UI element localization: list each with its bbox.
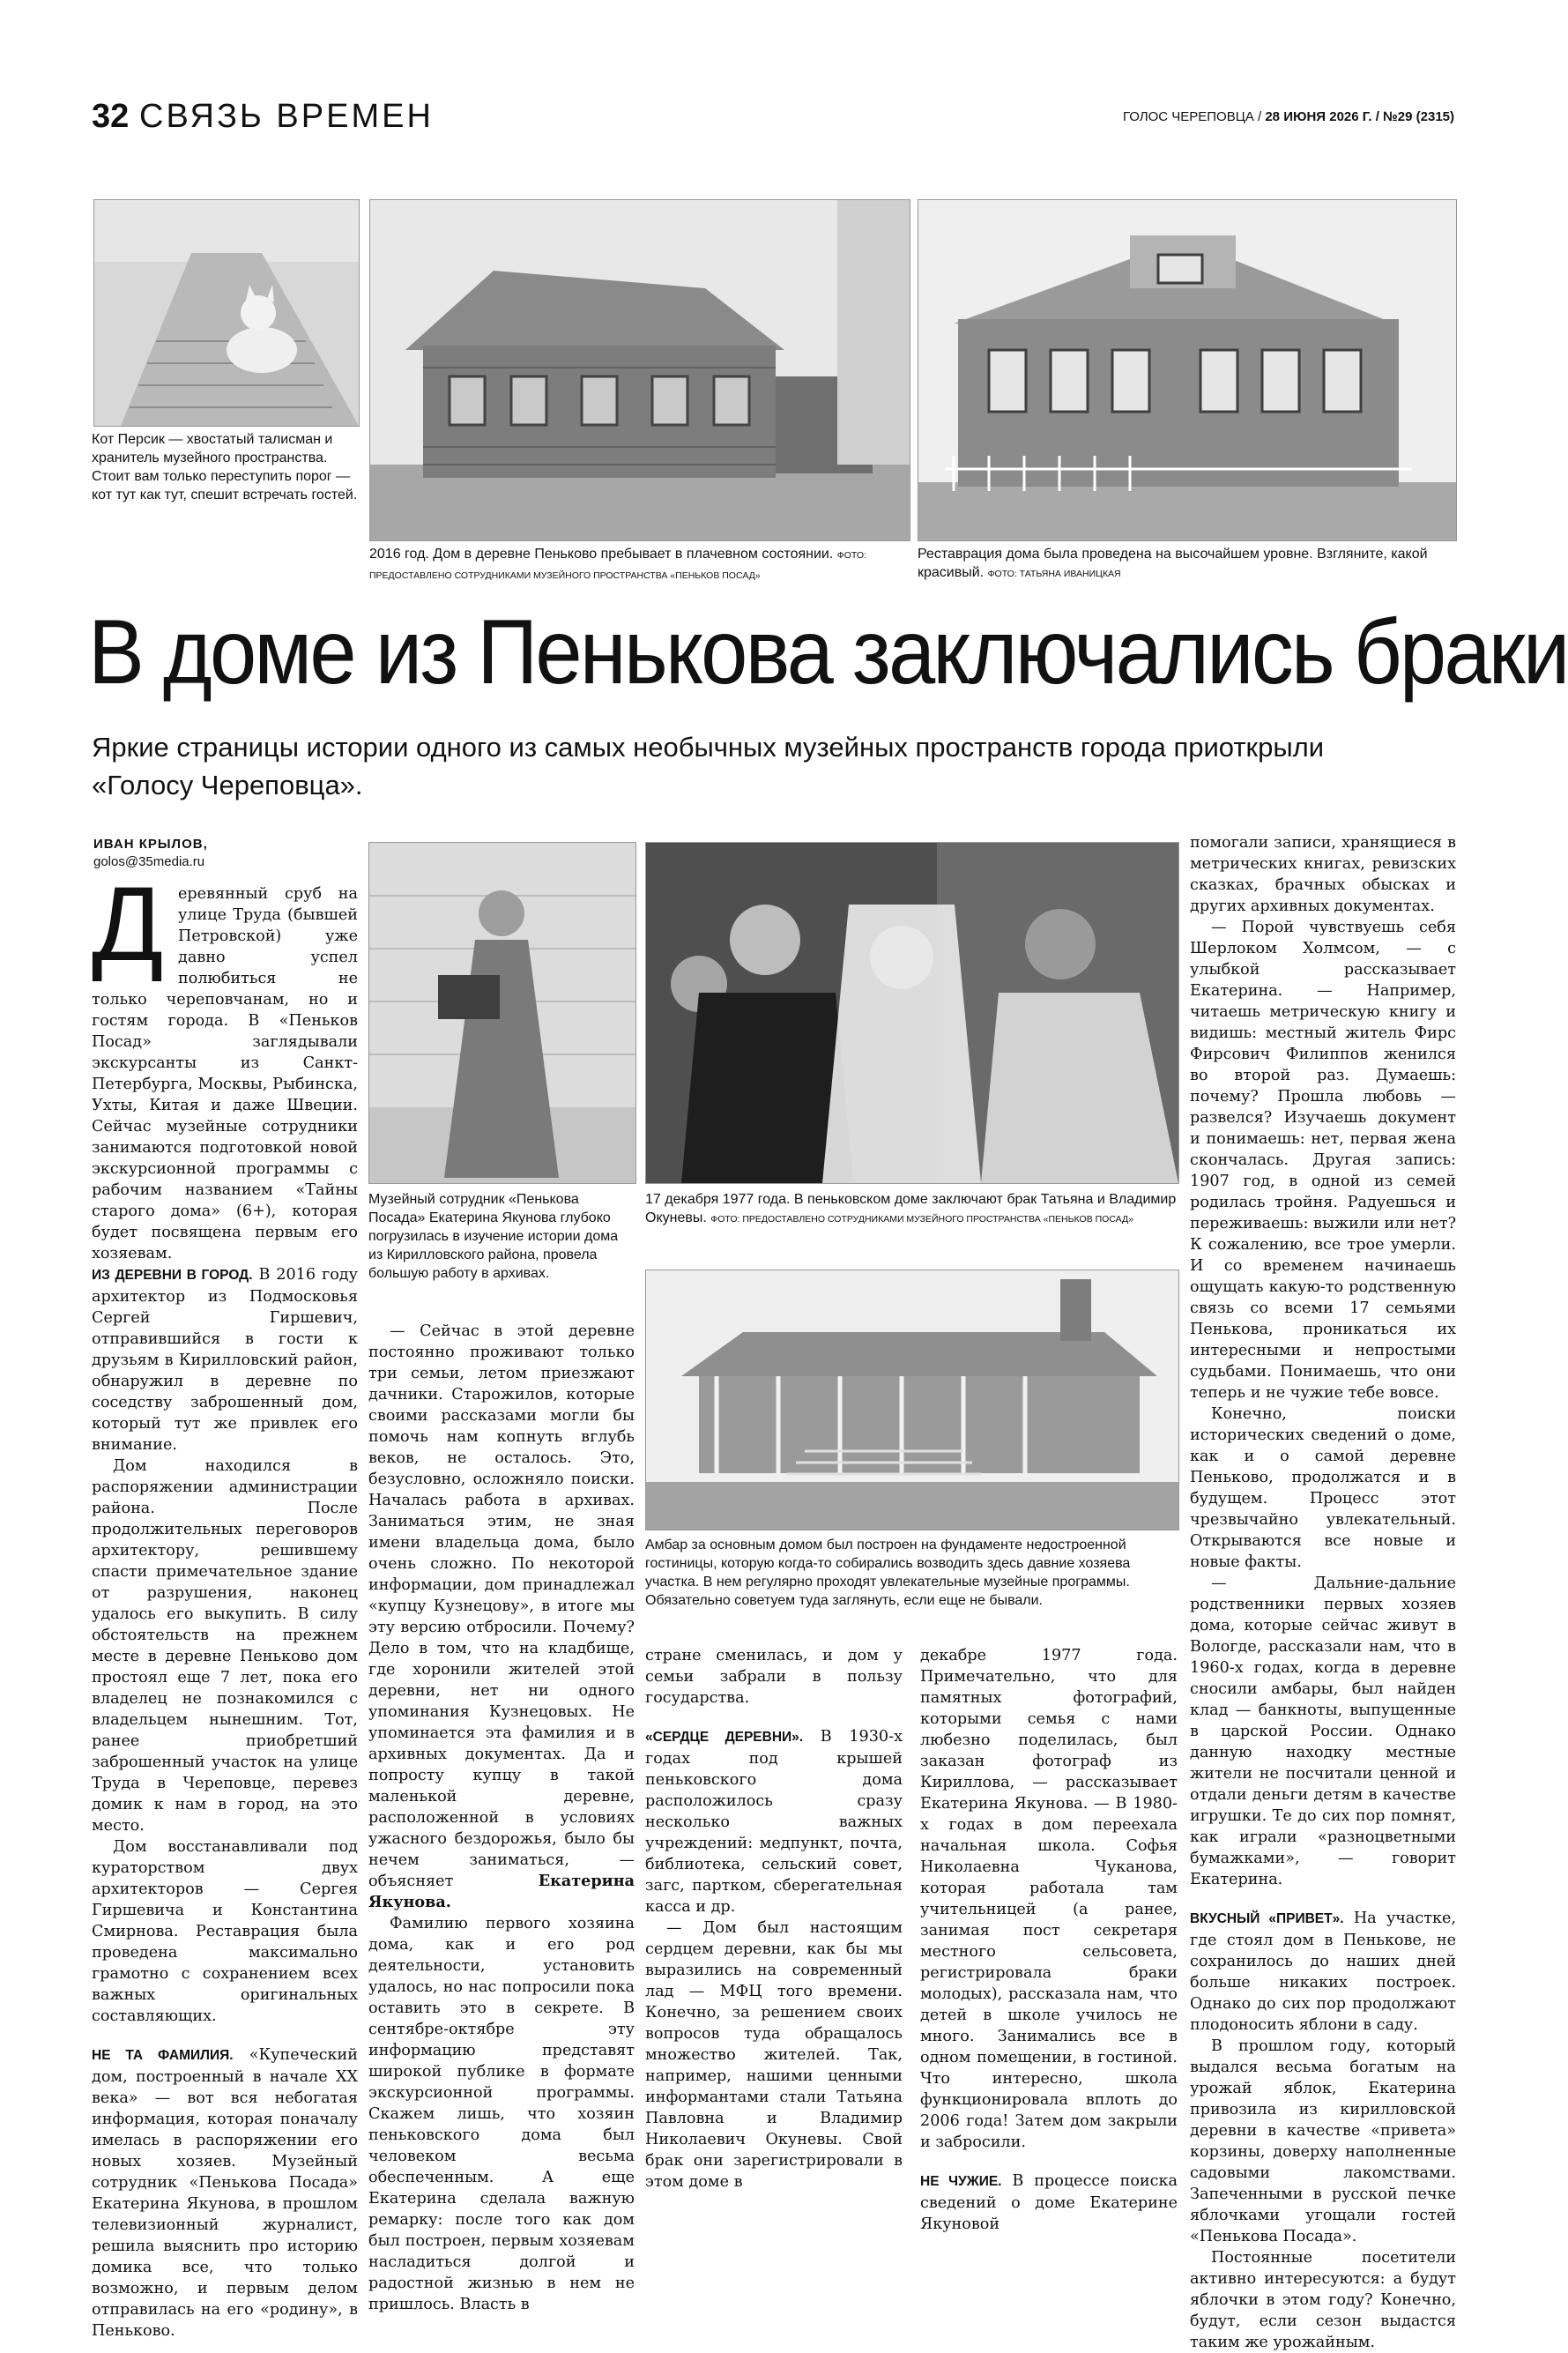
paragraph: — Порой чувствуешь себя Шерлоком Холмсом, — с улыбкой рассказывает Екатерина. — Например, читаешь метрическую книгу и видишь: местный житель Фирс Фирсович Филиппов женился во второй раз. Думаешь: почему? Прошла любовь — развелся? Изучаешь документ и понимаешь: нет, первая жена скончалась. Другая запись: 1907 год, в одной из семей родилась тройня. Радуешься и переживаешь: выжили или нет? К сожалению, все трое умерли. И со временем начинаешь ощущать какую-то родственную связь со всеми 17 семьями Пенькова, проникаться их интересными и непростыми судьбами. Понимаешь, что они теперь и не чужие тебе вовсе. bbox=[1190, 919, 1456, 1402]
paragraph: Дом восстанавливали под кураторством двух архитекторов — Сергея Гиршевича и Константина Смирнова. Реставрация была проведена максимально грамотно с сохранением всех важных оригинальных составляющих. bbox=[92, 1838, 358, 2025]
issue-info: 28 ИЮНЯ 2026 Г. / №29 (2315) bbox=[1265, 109, 1454, 124]
paragraph: В прошлом году, который выдался весьма богатым на урожай яблок, Екатерина привозила из кирилловской деревни в качестве «привета» корзины, доверху наполненные садовыми лакомствами. Запеченными в русской печке яблочками угощали гостей «Пенькова Посада». bbox=[1190, 2037, 1456, 2245]
paragraph: На участке, где стоял дом в Пенькове, не сохранилось до наших дней больше никаких построек. Однако до сих пор продолжают плодоносить яблони в саду. bbox=[1190, 1910, 1456, 2034]
paragraph: Дом находился в распоряжении администрации района. После продолжительных переговоров архитектору, решившему спасти примечательное здание от разрушения, наконец удалось его выкупить. В силу обстоятельств на прежнем месте в деревне Пеньково дом простоял еще 7 лет, пока его владелец не познакомился с владельцем нынешним. Тот, ранее приобретший заброшенный участок на улице Труда в Череповце, перевез домик к нам в город, на это место. bbox=[92, 1457, 358, 1835]
page-number: 32 bbox=[92, 98, 130, 135]
paragraph: В 2016 году архитектор из Подмосковья Сергей Гиршевич, отправившийся в гости к друзьям в Кирилловский район, обнаружил в деревне по соседству заброшенный дом, который тут же привлек его внимание. bbox=[92, 1266, 358, 1454]
byline-author: ИВАН КРЫЛОВ, bbox=[93, 837, 208, 852]
caption-wedding-credit: ФОТО: ПРЕДОСТАВЛЕНО СОТРУДНИКАМИ МУЗЕЙНОГО ПРОСТРАНСТВА «ПЕНЬКОВ ПОСАД» bbox=[710, 1214, 1133, 1225]
caption-house-restored bbox=[918, 545, 1455, 584]
caption-guide: Музейный сотрудник «Пенькова Посада» Екатерина Якунова глубоко погрузилась в изучение истории дома из Кирилловского района, провела большую работу в архивах. bbox=[368, 1192, 619, 1281]
paragraph: помогали записи, хранящиеся в метрических книгах, ревизских сказках, брачных обысках и других архивных документах. bbox=[1190, 834, 1456, 915]
column-5 bbox=[1190, 832, 1456, 2351]
caption-house-restored-text: Реставрация дома была проведена на высочайшем уровне. Взгляните, какой красивый. bbox=[918, 547, 1428, 580]
column-2 bbox=[368, 1321, 635, 2313]
paper-name: ГОЛОС ЧЕРЕПОВЦА bbox=[1122, 109, 1254, 124]
paragraph: Фамилию первого хозяина дома, как и его род деятельности, установить удалось, но нас попросили пока оставить это в секрете. В сентябре-октябре эту информацию представят широкой публике в формате экскурсионной программы. Скажем лишь, что хозяин пеньковского дома был человеком весьма обеспеченным. А еще Екатерина сделала важную ремарку: после того как дом был построен, первым хозяевам насладиться долгой и радостной жизнью в нем не пришлось. Власть в bbox=[368, 1915, 635, 2313]
lead: Яркие страницы истории одного из самых необычных музейных пространств города приоткрыли «Голосу Череповца». bbox=[92, 732, 1325, 800]
paragraph: — Дальние-дальние родственники первых хозяев дома, которые сейчас живут в Вологде, рассказали нам, что в 1960-х годах, когда в деревне сносили амбары, был найден клад — банкноты, выпущенные в царской России. Однако данную находку местные жители не посчитали ценной и отдали деньги детям в качестве игрушки. Те до сих пор помнят, как играли «разноцветными бумажками», — говорит Екатерина. bbox=[1190, 1575, 1456, 1888]
paragraph: декабре 1977 года. Примечательно, что для памятных фотографий, которыми семья с нами любезно поделилась, был заказан фотограф из Кириллова, — рассказывает Екатерина Якунова. — В 1980-х годах в дом переехала начальная школа. Софья Николаевна Чуканова, которая работала там учительницей (а ранее, занимая пост секретаря местного сельсовета, регистрировала браки молодых), рассказала нам, что детей в школе училось не много. Занимались все в одном помещении, в гостиной. Что интересно, школа функционировала вплоть до 2006 года! Затем дом закрыли и забросили. bbox=[920, 1647, 1178, 2151]
column-4 bbox=[920, 1645, 1178, 2233]
photo-barn bbox=[645, 1270, 1179, 1530]
paragraph: стране сменилась, и дом у семьи забрали в пользу государства. bbox=[645, 1647, 903, 1707]
subhead-notalien: НЕ ЧУЖИЕ. bbox=[920, 2174, 1002, 2189]
paragraph: В 1930-х годах под крышей пеньковского дома расположилось сразу несколько важных учреждений: медпункт, почта, библиотека, сельский совет, загс, партком, сберегательная касса и др. bbox=[645, 1728, 903, 1916]
caption-wedding-text: 17 декабря 1977 года. В пеньковском доме заключают брак Татьяна и Владимир Окуневы. bbox=[645, 1192, 1177, 1225]
paragraph: Постоянные посетители активно интересуются: а будут яблочки в этом году? Конечно, будут, если сезон выдастся таким же урожайным. bbox=[1190, 2249, 1456, 2351]
subhead-village: ИЗ ДЕРЕВНИ В ГОРОД. bbox=[92, 1268, 253, 1283]
caption-cat: Кот Персик — хвостатый талисман и хранитель музейного пространства. Стоит вам только переступить порог — кот тут как тут, спешит встречать гостей. bbox=[92, 432, 358, 503]
paragraph: В процессе поиска сведений о доме Екатерине Якуновой bbox=[920, 2172, 1178, 2233]
caption-house-restored-credit: ФОТО: ТАТЬЯНА ИВАНИЦКАЯ bbox=[987, 569, 1121, 579]
paragraph: — Дом был настоящим сердцем деревни, как бы мы выразились на современный лад — МФЦ того времени. Конечно, за решением своих вопросов туда обращалось множество жителей. Так, например, нашими ценными информантами стали Татьяна Павловна и Владимир Николаевич Окуневы. Свой брак они зарегистрировали в этом доме в bbox=[645, 1919, 903, 2191]
paper-info bbox=[1123, 109, 1454, 125]
paragraph: Конечно, поиски исторических сведений о доме, как и о самой деревне Пеньково, продолжатся и в будущем. Процесс этот чрезвычайно увлекательный. Открываются все новые и новые факты. bbox=[1190, 1405, 1456, 1571]
subhead-gift: ВКУСНЫЙ «ПРИВЕТ». bbox=[1190, 1911, 1344, 1926]
subhead-heart: «СЕРДЦЕ ДЕРЕВНИ». bbox=[645, 1730, 804, 1745]
separator: / bbox=[1258, 109, 1266, 124]
caption-house-2016 bbox=[369, 545, 909, 585]
photo-house-restored bbox=[918, 199, 1457, 541]
photo-wedding bbox=[645, 842, 1179, 1184]
quoted-name: Екатерина Якунова. bbox=[368, 1872, 635, 1911]
intro-paragraph: еревянный сруб на улице Труда (бывшей Петровской) уже давно успел полюбиться не только череповчанам, но и гостям города. В «Пеньков Посад» заглядывали экскурсанты из Санкт-Петербурга, Москвы, Рыбинска, Ухты, Китая и даже Швеции. Сейчас музейные сотрудники занимаются подготовкой новой экскурсионной программы с рабочим названием «Тайны старого дома» (6+), которая будет посвящена первым его хозяевам. bbox=[92, 885, 358, 1262]
paragraph: — Сейчас в этой деревне постоянно проживают только три семьи, летом приезжают дачники. Старожилов, которые своими рассказами могли бы помочь нам копнуть вглубь веков, не осталось. Это, безусловно, осложняло поиски. Началась работа в архивах. Заниматься этим, не зная имени владельца дома, было очень сложно. По некоторой информации, дом принадлежал «купцу Кузнецову», в итоге мы эту версию отбросили. Почему? Дело в том, что на кладбище, где хоронили жителей этой деревни, нет ни одного упоминания Кузнецовых. Не упоминается эта фамилия и в архивных документах. Да и попросту купцу в такой маленькой деревне, расположенной в условиях ужасного бездорожья, было бы нечем заниматься, — объясняет Екатерина Якунова. bbox=[368, 1322, 635, 1911]
caption-house-2016-credit: ФОТО: ПРЕДОСТАВЛЕНО СОТРУДНИКАМИ МУЗЕЙНОГО ПРОСТРАНСТВА «ПЕНЬКОВ ПОСАД» bbox=[369, 550, 866, 581]
section-title: СВЯЗЬ ВРЕМЕН bbox=[139, 98, 434, 135]
photo-guide bbox=[368, 842, 636, 1184]
byline-email[interactable]: golos@35media.ru bbox=[93, 854, 205, 869]
photo-house-2016 bbox=[369, 199, 910, 541]
subhead-surname: НЕ ТА ФАМИЛИЯ. bbox=[92, 2048, 234, 2063]
dropcap: Д bbox=[92, 865, 164, 983]
caption-house-2016-text: 2016 год. Дом в деревне Пеньково пребывает в плачевном состоянии. bbox=[369, 547, 834, 562]
paragraph: «Купеческий дом, построенный в начале XX века» — вот вся небогатая информация, которая поначалу имелась в распоряжении его новых хозяев. Музейный сотрудник «Пенькова Посада» Екатерина Якунова, в прошлом телевизионный журналист, решила выяснить про историю домика все, что только возможно, и первым делом отправилась на его «родину», в Пеньково. bbox=[92, 2046, 359, 2340]
caption-barn: Амбар за основным домом был построен на фундаменте недостроенной гостиницы, которую когда-то собирались возводить здесь давние хозяева участка. В нем регулярно проходят увлекательные музейные программы. Обязательно советуем туда заглянуть, если еще не бывали. bbox=[645, 1538, 1131, 1608]
column-1 bbox=[92, 865, 359, 2340]
photo-cat bbox=[93, 199, 360, 427]
headline: В доме из Пенькова заключались браки bbox=[88, 601, 1568, 704]
column-3 bbox=[645, 1645, 903, 2191]
caption-wedding bbox=[645, 1190, 1178, 1229]
